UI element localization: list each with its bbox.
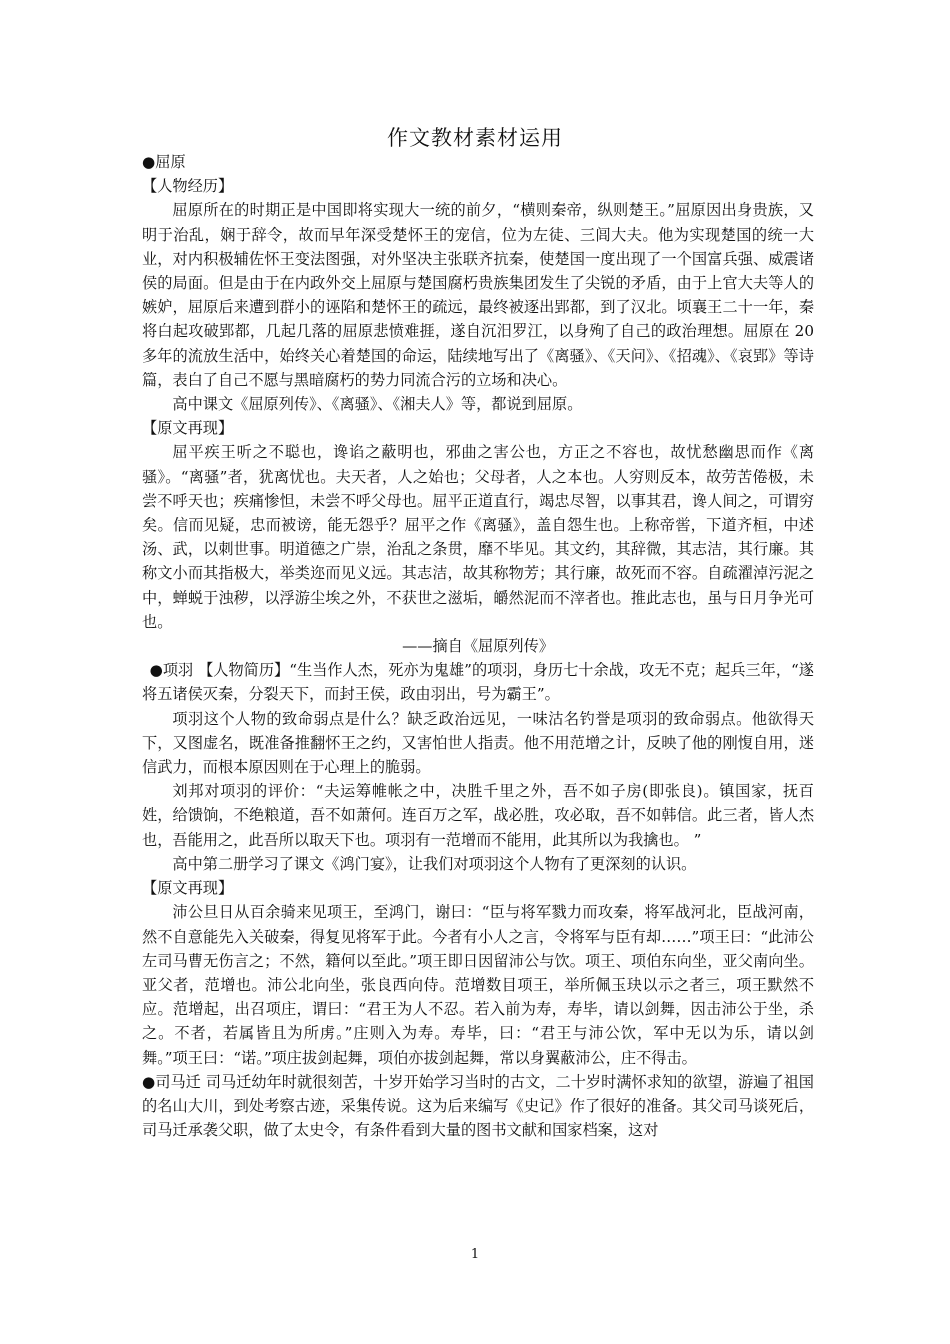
paragraph-quyuan-texts: 高中课文《屈原列传》、《离骚》、《湘夫人》等，都说到屈原。 <box>172 395 583 414</box>
paragraph-simaqian: ●司马迁 司马迁幼年时就很刻苦，十岁开始学习当时的古文，二十岁时满怀求知的欲望，游遍了祖国的名山大川，到处考察古迹，采集传说。这为后来编写《史记》作了很好的准备。其父司马谈死后，司马迁承袭父职，做了太史令，有条件看到大量的图书文献和国家档案，这对 <box>142 1072 814 1140</box>
paragraph-quyuan-original: 屈平疾王听之不聪也，谗谄之蔽明也，邪曲之害公也，方正之不容也，故忧愁幽思而作《离骚》。“离骚”者，犹离忧也。夫天者，人之始也；父母者，人之本也。人穷则反本，故劳苦倦极，未尝不呼天也；疾痛惨怛，未尝不呼父母也。屈平正道直行，竭忠尽智，以事其君，谗人间之，可谓穷矣。信而见疑，忠而被谤，能无怨乎？屈平之作《离骚》，盖自怨生也。上称帝喾，下道齐桓，中述汤、武，以刺世事。明道德之广崇，治乱之条贯，靡不毕见。其文约，其辞微，其志洁，其行廉。其称文小而其指极大，举类迩而见义远。其志洁，故其称物芳；其行廉，故死而不容。自疏濯淖污泥之中，蝉蜕于浊秽，以浮游尘埃之外，不获世之滋垢，皭然泥而不滓者也。推此志也，虽与日月争光可也。 <box>142 443 814 631</box>
paragraph-hongmen-lesson: 高中第二册学习了课文《鸿门宴》，让我们对项羽这个人物有了更深刻的认识。 <box>172 854 697 873</box>
paragraph-liubang-comment: 刘邦对项羽的评价：“夫运筹帷帐之中，决胜千里之外，吾不如子房(即张良)。镇国家，抚百姓，给馈饷，不绝粮道，吾不如萧何。连百万之军，战必胜，攻必取，吾不如韩信。此三者，皆人杰也，吾能用之，此吾所以取天下也。项羽有一范增而不能用，此其所以为我擒也。 ” <box>142 782 814 849</box>
document-body <box>142 150 814 1142</box>
page-number: 1 <box>470 1247 480 1262</box>
subheading-original-text: 【原文再现】 <box>142 419 234 438</box>
paragraph-hongmen-original: 沛公旦日从百余骑来见项王，至鸿门，谢曰：“臣与将军戮力而攻秦，将军战河北，臣战河南，然不自意能先入关破秦，得复见将军于此。今者有小人之言，令将军与臣有却……”项王曰：“此沛公左司马曹无伤言之；不然，籍何以至此。”项王即日因留沛公与饮。项王、项伯东向坐，亚父南向坐。亚父者，范增也。沛公北向坐，张良西向侍。范增数目项王，举所佩玉玦以示之者三，项王默然不应。范增起，出召项庄，谓曰：“君王为人不忍。若入前为寿，寿毕，请以剑舞，因击沛公于坐，杀之。不者，若属皆且为所虏。”庄则入为寿。寿毕，曰：“君王与沛公饮，军中无以为乐，请以剑舞。”项王曰：“诺。”项庄拔剑起舞，项伯亦拔剑起舞，常以身翼蔽沛公，庄不得击。 <box>142 903 814 1067</box>
paragraph-xiangyu-weakness: 项羽这个人物的致命弱点是什么？缺乏政治远见，一味沽名钓誉是项羽的致命弱点。他欲得天下，又图虚名，既准备推翻怀王之约，又害怕世人指责。他不用范增之计，反映了他的刚愎自用，迷信武力，而根本原因则在于心理上的脆弱。 <box>142 709 814 777</box>
section-heading-quyuan: ●屈原 <box>142 153 186 171</box>
source-attribution: ——摘自《屈原列传》 <box>402 637 554 656</box>
subheading-original-text-2: 【原文再现】 <box>142 879 234 898</box>
subheading-biography: 【人物经历】 <box>142 177 234 196</box>
document-title: 作文教材素材运用 <box>387 126 563 150</box>
paragraph-quyuan-life: 屈原所在的时期正是中国即将实现大一统的前夕，“横则秦帝，纵则楚王。”屈原因出身贵族，又明于治乱，娴于辞令，故而早年深受楚怀王的宠信，位为左徒、三闾大夫。他为实现楚国的统一大业，对内积极辅佐怀王变法图强，对外坚决主张联齐抗秦，使楚国一度出现了一个国富兵强、威震诸侯的局面。但是由于在内政外交上屈原与楚国腐朽贵族集团发生了尖锐的矛盾，由于上官大夫等人的嫉妒，屈原后来遭到群小的诬陷和楚怀王的疏远，最终被逐出郢都，到了汉北。顷襄王二十一年，秦将白起攻破郢都，几起几落的屈原悲愤难捱，遂自沉汨罗江，以身殉了自己的政治理想。屈原在 20 多年的流放生活中，始终关心着楚国的命运，陆续地写出了《离骚》、《天问》、《招魂》、《哀郢》等诗篇，表白了自己不愿与黑暗腐朽的势力同流合污的立场和决心。 <box>142 201 814 389</box>
paragraph-xiangyu-intro: ●项羽 【人物简历】“生当作人杰，死亦为鬼雄”的项羽，身历七十余战，攻无不克；起兵三年，“遂将五诸侯灭秦，分裂天下，而封王侯，政由羽出，号为霸王”。 <box>142 661 814 704</box>
